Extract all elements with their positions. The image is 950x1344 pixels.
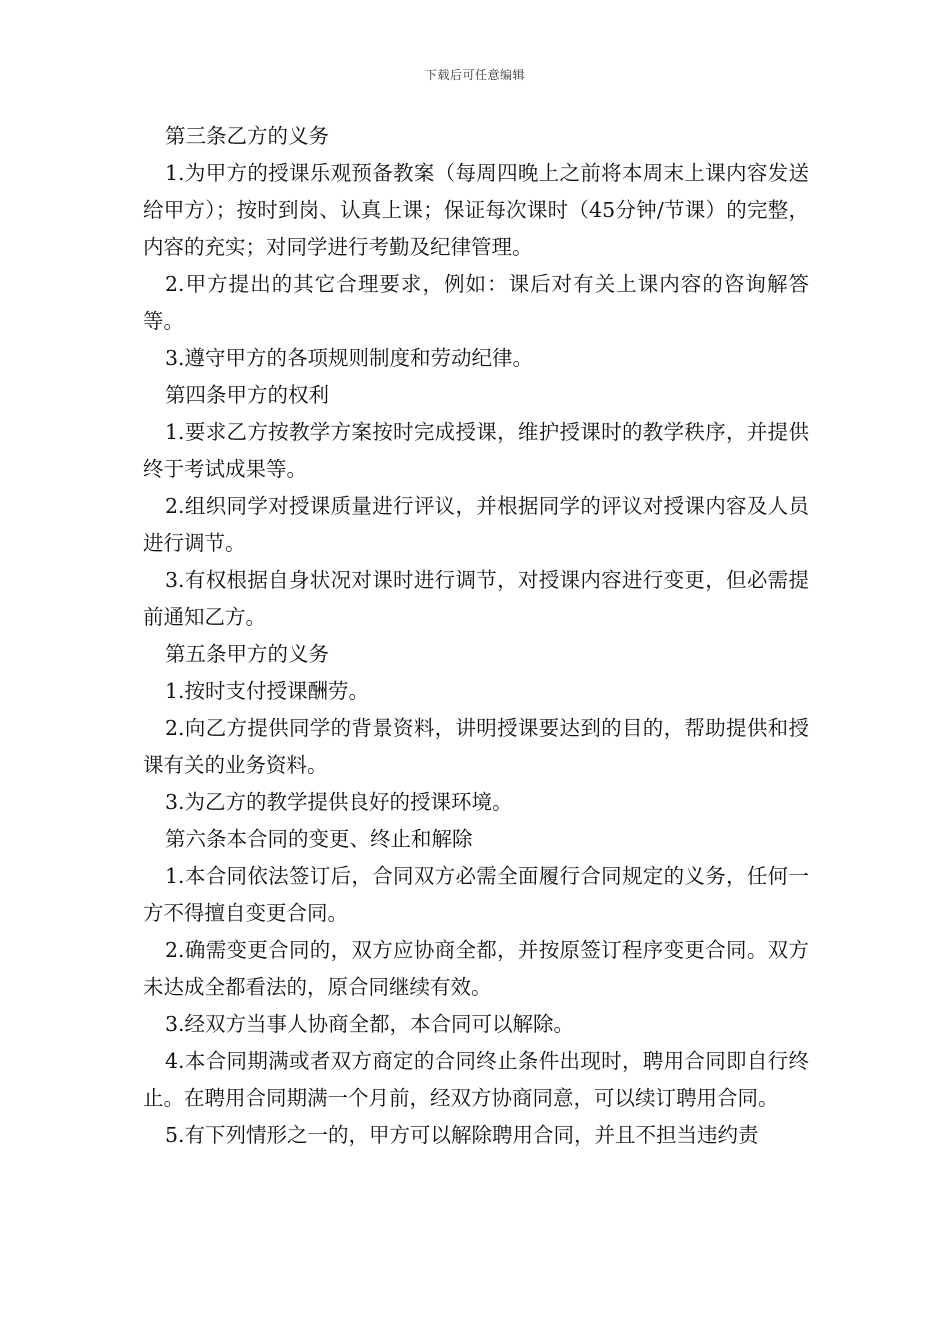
clause-6-3: 3.经双方当事人协商全都，本合同可以解除。 [165, 1012, 575, 1036]
section-heading-5: 第五条甲方的义务 [165, 642, 329, 666]
section-heading-4: 第四条甲方的权利 [165, 383, 329, 407]
clause-4-3: 3.有权根据自身状况对课时进行调节，对授课内容进行变更，但必需提前通知乙方。 [143, 568, 809, 629]
clause-5-1: 1.按时支付授课酬劳。 [165, 679, 370, 703]
clause-5-2: 2.向乙方提供同学的背景资料，讲明授课要达到的目的，帮助提供和授课有关的业务资料。 [143, 716, 809, 777]
section-heading-6: 第六条本合同的变更、终止和解除 [165, 827, 473, 851]
clause-6-2: 2.确需变更合同的，双方应协商全都，并按原签订程序变更合同。双方未达成全都看法的，原合同继续有效。 [143, 938, 809, 999]
clause-4-1: 1.要求乙方按教学方案按时完成授课，维护授课时的教学秩序，并提供终于考试成果等。 [143, 420, 809, 481]
clause-6-5: 5.有下列情形之一的，甲方可以解除聘用合同，并且不担当违约责 [165, 1123, 759, 1147]
clause-3-3: 3.遵守甲方的各项规则制度和劳动纪律。 [165, 346, 534, 370]
clause-3-1: 1.为甲方的授课乐观预备教案（每周四晚上之前将本周末上课内容发送给甲方）；按时到岗、认真上课；保证每次课时（45分钟/节课）的完整，内容的充实；对同学进行考勤及纪律管理。 [143, 161, 809, 259]
section-heading-3: 第三条乙方的义务 [165, 124, 329, 148]
clause-5-3: 3.为乙方的教学提供良好的授课环境。 [165, 790, 513, 814]
page-header: 下载后可任意编辑 [424, 68, 525, 82]
document-body [143, 118, 809, 1154]
clause-6-4: 4.本合同期满或者双方商定的合同终止条件出现时，聘用合同即自行终止。在聘用合同期满一个月前，经双方协商同意，可以续订聘用合同。 [143, 1049, 809, 1110]
clause-3-2: 2.甲方提出的其它合理要求，例如：课后对有关上课内容的咨询解答等。 [143, 272, 809, 333]
clause-4-2: 2.组织同学对授课质量进行评议，并根据同学的评议对授课内容及人员进行调节。 [143, 494, 809, 555]
clause-6-1: 1.本合同依法签订后，合同双方必需全面履行合同规定的义务，任何一方不得擅自变更合同。 [143, 864, 809, 925]
